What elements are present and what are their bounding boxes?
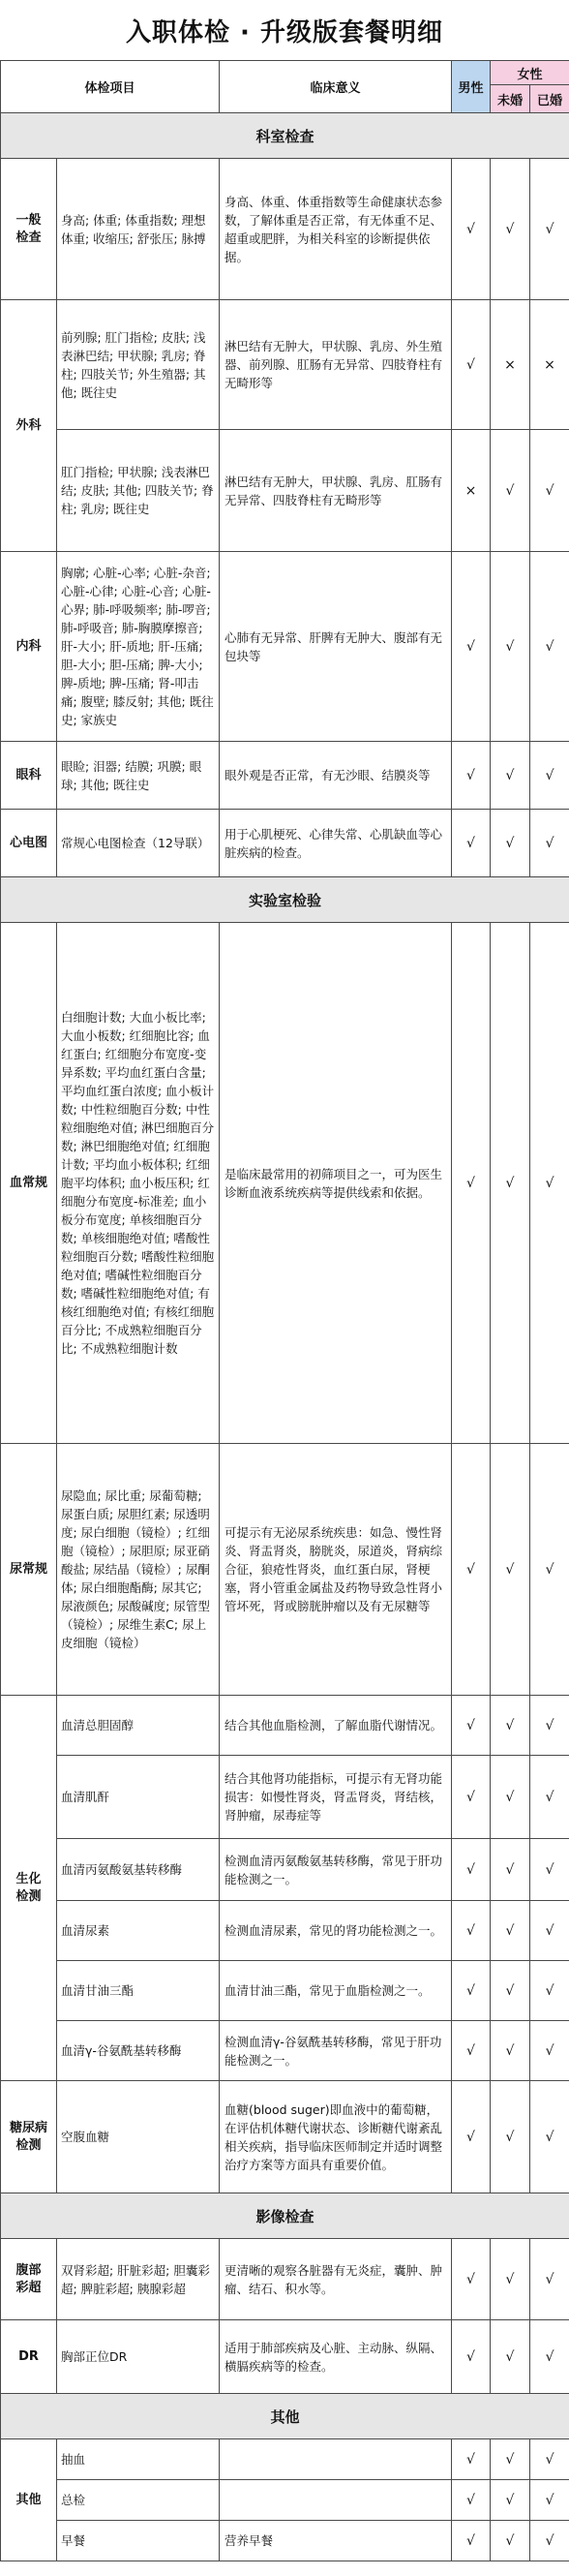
meaning-cell: 更清晰的观察各脏器有无炎症，囊肿、肿瘤、结石、积水等。 (220, 2239, 452, 2320)
meaning-cell: 结合其他肾功能指标，可提示有无肾功能损害：如慢性肾炎，肾盂肾炎，肾结核，肾肿瘤，尿毒症等 (220, 1756, 452, 1839)
unmarried-mark: √ (491, 159, 530, 300)
section-title: 其他 (1, 2394, 569, 2439)
table-row (1, 2320, 569, 2394)
male-mark: √ (452, 742, 491, 810)
unmarried-mark: √ (491, 552, 530, 742)
table-row (1, 1961, 569, 2021)
unmarried-mark: √ (491, 810, 530, 877)
unmarried-mark: √ (491, 2239, 530, 2320)
table-row (1, 1444, 569, 1696)
header-married: 已婚 (530, 85, 569, 113)
unmarried-mark: √ (491, 1756, 530, 1839)
item-cell: 常规心电图检查（12导联） (57, 810, 220, 877)
male-mark: √ (452, 2021, 491, 2081)
married-mark: √ (530, 2239, 569, 2320)
item-cell: 血清总胆固醇 (57, 1696, 220, 1756)
item-cell: 血清甘油三酯 (57, 1961, 220, 2021)
section-title: 实验室检验 (1, 877, 569, 923)
male-mark: √ (452, 2521, 491, 2561)
male-mark: √ (452, 1961, 491, 2021)
table-row (1, 810, 569, 877)
item-cell: 总检 (57, 2480, 220, 2521)
table-row (1, 1901, 569, 1961)
meaning-cell: 结合其他血脂检测，了解血脂代谢情况。 (220, 1696, 452, 1756)
male-mark: √ (452, 923, 491, 1444)
table-row (1, 2521, 569, 2561)
category-cell: 尿常规 (1, 1444, 57, 1696)
married-mark: √ (530, 742, 569, 810)
table-row (1, 2439, 569, 2480)
table-row (1, 2081, 569, 2193)
unmarried-mark: √ (491, 2480, 530, 2521)
table-row (1, 2480, 569, 2521)
table-row (1, 2239, 569, 2320)
married-mark: √ (530, 430, 569, 552)
section-row (1, 2394, 569, 2439)
male-mark: √ (452, 552, 491, 742)
section-row (1, 113, 569, 159)
married-mark: √ (530, 2081, 569, 2193)
male-mark: × (452, 430, 491, 552)
item-cell: 血清尿素 (57, 1901, 220, 1961)
category-cell: 血常规 (1, 923, 57, 1444)
table-row (1, 742, 569, 810)
male-mark: √ (452, 2239, 491, 2320)
table-row (1, 430, 569, 552)
male-mark: √ (452, 2320, 491, 2394)
married-mark: √ (530, 1901, 569, 1961)
male-mark: √ (452, 810, 491, 877)
unmarried-mark: √ (491, 1444, 530, 1696)
unmarried-mark: √ (491, 742, 530, 810)
section-title: 科室检查 (1, 113, 569, 159)
married-mark: √ (530, 2320, 569, 2394)
category-cell: 其他 (1, 2439, 57, 2561)
category-cell: 腹部 彩超 (1, 2239, 57, 2320)
unmarried-mark: √ (491, 2021, 530, 2081)
married-mark: √ (530, 2021, 569, 2081)
header-male: 男性 (452, 61, 491, 113)
married-mark: √ (530, 1696, 569, 1756)
male-mark: √ (452, 2480, 491, 2521)
item-cell: 胸廓; 心脏-心率; 心脏-杂音; 心脏-心律; 心脏-心音; 心脏-心界; 肺-呼吸频率; 肺-啰音; 肺-呼吸音; 肺-胸膜摩擦音; 肝-大小; 肝-质地; 肝-压痛; 胆-大小; 胆-压痛; 脾-大小; 脾-质地; 脾-压痛; 肾-叩击痛; 腹壁; 膝反射; 其他; 既往史; 家族史 (57, 552, 220, 742)
item-cell: 空腹血糖 (57, 2081, 220, 2193)
meaning-cell: 检测血清尿素，常见的肾功能检测之一。 (220, 1901, 452, 1961)
male-mark: √ (452, 1756, 491, 1839)
married-mark: √ (530, 2439, 569, 2480)
meaning-cell: 是临床最常用的初筛项目之一，可为医生诊断血液系统疾病等提供线索和依据。 (220, 923, 452, 1444)
unmarried-mark: √ (491, 1839, 530, 1901)
item-cell: 血清丙氨酸氨基转移酶 (57, 1839, 220, 1901)
unmarried-mark: √ (491, 2081, 530, 2193)
item-cell: 双肾彩超; 肝脏彩超; 胆囊彩超; 脾脏彩超; 胰腺彩超 (57, 2239, 220, 2320)
married-mark: √ (530, 1839, 569, 1901)
item-cell: 眼睑; 泪器; 结膜; 巩膜; 眼球; 其他; 既往史 (57, 742, 220, 810)
unmarried-mark: × (491, 300, 530, 430)
meaning-cell: 血糖(blood suger)即血液中的葡萄糖，在评估机体糖代谢状态、诊断糖代谢紊乱相关疾病，指导临床医师制定并适时调整治疗方案等方面具有重要价值。 (220, 2081, 452, 2193)
married-mark: √ (530, 923, 569, 1444)
meaning-cell: 眼外观是否正常，有无沙眼、结膜炎等 (220, 742, 452, 810)
meaning-cell: 检测血清丙氨酸氨基转移酶，常见于肝功能检测之一。 (220, 1839, 452, 1901)
section-row (1, 877, 569, 923)
table-row (1, 552, 569, 742)
table-row (1, 923, 569, 1444)
category-cell: 糖尿病 检测 (1, 2081, 57, 2193)
item-cell: 抽血 (57, 2439, 220, 2480)
category-cell: DR (1, 2320, 57, 2394)
header-meaning: 临床意义 (220, 61, 452, 113)
unmarried-mark: √ (491, 2521, 530, 2561)
table-row (1, 2021, 569, 2081)
header-item: 体检项目 (1, 61, 220, 113)
item-cell: 白细胞计数; 大血小板比率; 大血小板数; 红细胞比容; 血红蛋白; 红细胞分布宽度-变异系数; 平均血红蛋白含量; 平均血红蛋白浓度; 血小板计数; 中性粒细胞百分数; 中性粒细胞绝对值; 淋巴细胞百分数; 淋巴细胞绝对值; 红细胞计数; 平均血小板体积; 红细胞平均体积; 血小板压积; 红细胞分布宽度-标准差; 血小板分布宽度; 单核细胞百分数; 单核细胞绝对值; 嗜酸性粒细胞百分数; 嗜酸性粒细胞绝对值; 嗜碱性粒细胞百分数; 嗜碱性粒细胞绝对值; 有核红细胞绝对值; 有核红细胞百分比; 不成熟粒细胞百分比; 不成熟粒细胞计数 (57, 923, 220, 1444)
table-row (1, 1839, 569, 1901)
category-cell: 心电图 (1, 810, 57, 877)
item-cell: 血清肌酐 (57, 1756, 220, 1839)
meaning-cell: 可提示有无泌尿系统疾患：如急、慢性肾炎、肾盂肾炎，膀胱炎，尿道炎，肾病综合征，狼疮性肾炎，血红蛋白尿，肾梗塞，肾小管重金属盐及药物导致急性肾小管坏死，肾或膀胱肿瘤以及有无尿糖等 (220, 1444, 452, 1696)
married-mark: √ (530, 2480, 569, 2521)
header-row (1, 61, 569, 85)
category-cell: 一般 检查 (1, 159, 57, 300)
meaning-cell: 适用于肺部疾病及心脏、主动脉、纵隔、横膈疾病等的检查。 (220, 2320, 452, 2394)
item-cell: 早餐 (57, 2521, 220, 2561)
meaning-cell: 淋巴结有无肿大，甲状腺、乳房、肛肠有无异常、四肢脊柱有无畸形等 (220, 430, 452, 552)
male-mark: √ (452, 2439, 491, 2480)
male-mark: √ (452, 300, 491, 430)
header-female: 女性 (491, 61, 569, 85)
meaning-cell: 血清甘油三酯，常见于血脂检测之一。 (220, 1961, 452, 2021)
section-title: 影像检查 (1, 2193, 569, 2239)
category-cell: 眼科 (1, 742, 57, 810)
unmarried-mark: √ (491, 2320, 530, 2394)
married-mark: √ (530, 2521, 569, 2561)
unmarried-mark: √ (491, 430, 530, 552)
meaning-cell: 心肺有无异常、肝脾有无肿大、腹部有无包块等 (220, 552, 452, 742)
male-mark: √ (452, 1901, 491, 1961)
page-title: 入职体检 · 升级版套餐明细 (126, 17, 443, 47)
item-cell: 前列腺; 肛门指检; 皮肤; 浅表淋巴结; 甲状腺; 乳房; 脊柱; 四肢关节; 外生殖器; 其他; 既往史 (57, 300, 220, 430)
category-cell: 生化 检测 (1, 1696, 57, 2081)
unmarried-mark: √ (491, 1696, 530, 1756)
category-cell: 外科 (1, 300, 57, 552)
male-mark: √ (452, 2081, 491, 2193)
male-mark: √ (452, 159, 491, 300)
meaning-cell: 检测血清γ-谷氨酰基转移酶，常见于肝功能检测之一。 (220, 2021, 452, 2081)
married-mark: √ (530, 1756, 569, 1839)
married-mark: √ (530, 159, 569, 300)
header-unmarried: 未婚 (491, 85, 530, 113)
married-mark: √ (530, 810, 569, 877)
married-mark: × (530, 300, 569, 430)
unmarried-mark: √ (491, 1961, 530, 2021)
meaning-cell (220, 2439, 452, 2480)
unmarried-mark: √ (491, 1901, 530, 1961)
package-table (0, 60, 569, 2561)
item-cell: 肛门指检; 甲状腺; 浅表淋巴结; 皮肤; 其他; 四肢关节; 脊柱; 乳房; 既往史 (57, 430, 220, 552)
male-mark: √ (452, 1444, 491, 1696)
meaning-cell: 淋巴结有无肿大，甲状腺、乳房、外生殖器、前列腺、肛肠有无异常、四肢脊柱有无畸形等 (220, 300, 452, 430)
table-row (1, 300, 569, 430)
meaning-cell (220, 2480, 452, 2521)
section-row (1, 2193, 569, 2239)
item-cell: 血清γ-谷氨酰基转移酶 (57, 2021, 220, 2081)
item-cell: 身高; 体重; 体重指数; 理想体重; 收缩压; 舒张压; 脉搏 (57, 159, 220, 300)
unmarried-mark: √ (491, 2439, 530, 2480)
meaning-cell: 营养早餐 (220, 2521, 452, 2561)
meaning-cell: 身高、体重、体重指数等生命健康状态参数，了解体重是否正常，有无体重不足、超重或肥胖，为相关科室的诊断提供依据。 (220, 159, 452, 300)
male-mark: √ (452, 1839, 491, 1901)
table-row (1, 159, 569, 300)
unmarried-mark: √ (491, 923, 530, 1444)
male-mark: √ (452, 1696, 491, 1756)
category-cell: 内科 (1, 552, 57, 742)
married-mark: √ (530, 1444, 569, 1696)
table-row (1, 1756, 569, 1839)
item-cell: 尿隐血; 尿比重; 尿葡萄糖; 尿蛋白质; 尿胆红素; 尿透明度; 尿白细胞（镜检）; 红细胞（镜检）; 尿胆原; 尿亚硝酸盐; 尿结晶（镜检）; 尿酮体; 尿白细胞酯酶; 尿其它; 尿液颜色; 尿酸碱度; 尿管型（镜检）; 尿维生素C; 尿上皮细胞（镜检） (57, 1444, 220, 1696)
table-row (1, 1696, 569, 1756)
meaning-cell: 用于心肌梗死、心律失常、心肌缺血等心脏疾病的检查。 (220, 810, 452, 877)
married-mark: √ (530, 552, 569, 742)
item-cell: 胸部正位DR (57, 2320, 220, 2394)
married-mark: √ (530, 1961, 569, 2021)
